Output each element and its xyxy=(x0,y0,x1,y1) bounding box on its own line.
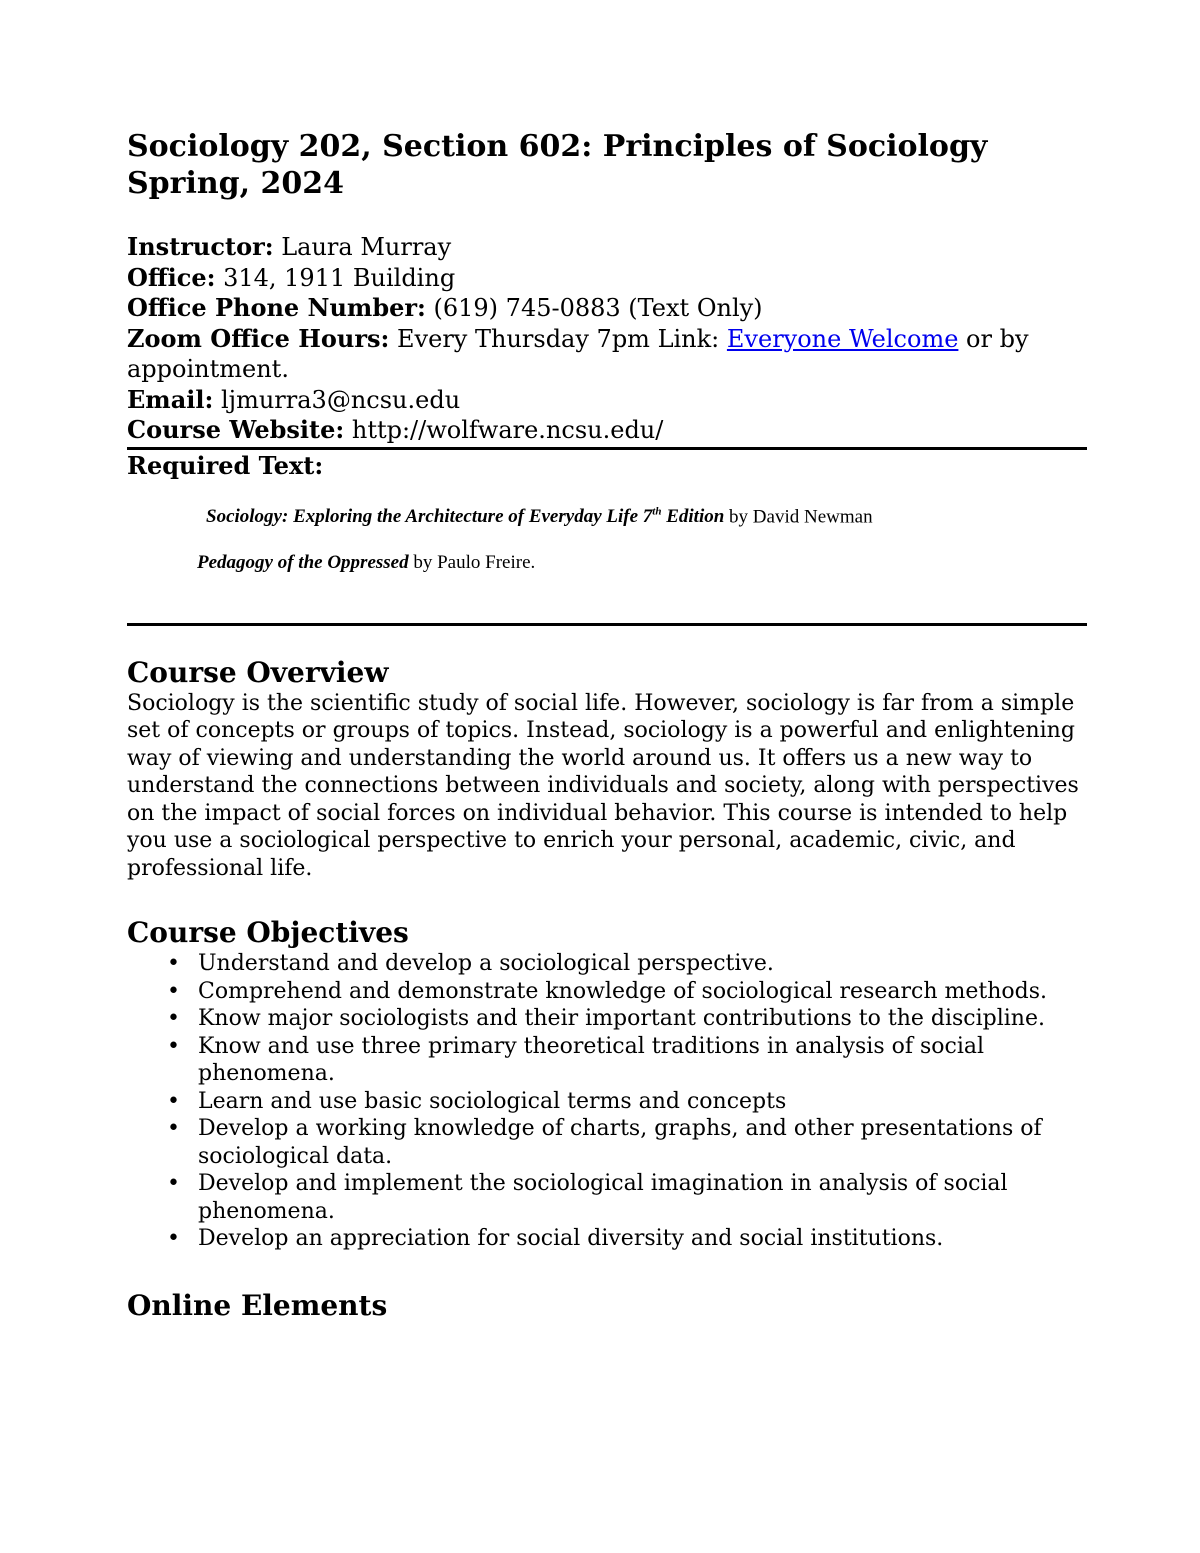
office-row xyxy=(127,263,1087,294)
bullet-icon: • xyxy=(167,1226,180,1252)
bullet-icon: • xyxy=(167,951,180,977)
instructor-row xyxy=(127,232,1087,263)
zoom-row xyxy=(127,324,1087,385)
bullet-icon: • xyxy=(167,1116,180,1142)
zoom-after: or by appointment. xyxy=(127,324,1029,383)
phone-row xyxy=(127,293,1087,324)
email-label: Email: xyxy=(127,384,214,414)
phone-value: (619) 745-0883 (Text Only) xyxy=(425,294,763,322)
book-freire-title: Pedagogy of the Oppressed xyxy=(197,551,409,573)
instructor-value: Laura Murray xyxy=(273,233,452,261)
zoom-label: Zoom Office Hours: xyxy=(127,323,390,353)
document-title xyxy=(127,128,1087,202)
title-line-1: Sociology 202, Section 602: Principles of Sociology xyxy=(127,129,988,164)
website-row xyxy=(127,415,1087,446)
bullet-icon: • xyxy=(167,978,180,1004)
zoom-link[interactable]: Everyone Welcome xyxy=(726,324,959,353)
online-elements-heading: Online Elements xyxy=(127,1288,388,1322)
instructor-label: Instructor: xyxy=(127,232,274,261)
list-item: • Learn and use basic sociological terms and concepts xyxy=(167,1088,787,1114)
office-label: Office: xyxy=(127,262,216,292)
list-item: • Know and use three primary theoretical traditions in analysis of social phenomena. xyxy=(167,1033,985,1087)
divider-top xyxy=(127,447,1087,450)
book-freire xyxy=(197,552,1087,574)
email-row xyxy=(127,385,1087,416)
zoom-value: Every Thursday 7pm Link: xyxy=(389,324,727,353)
book-newman-title: Sociology: Exploring the Architecture of Everyday Life 7th Edition xyxy=(206,505,725,527)
bullet-icon: • xyxy=(167,1033,180,1059)
book-freire-author: by Paulo Freire. xyxy=(408,551,536,573)
website-label: Course Website: xyxy=(127,415,345,444)
course-overview-heading: Course Overview xyxy=(127,655,389,689)
divider-bottom xyxy=(127,623,1087,626)
syllabus-page xyxy=(127,128,1087,1323)
bullet-icon: • xyxy=(167,1088,180,1114)
list-item: • Understand and develop a sociological perspective. xyxy=(167,951,774,977)
phone-label: Office Phone Number: xyxy=(127,293,426,322)
email-value: ljmurra3@ncsu.edu xyxy=(213,385,461,414)
list-item: • Know major sociologists and their important contributions to the discipline. xyxy=(167,1006,1045,1032)
book-newman xyxy=(206,501,1087,528)
course-objectives-heading: Course Objectives xyxy=(127,916,409,950)
instructor-info xyxy=(127,232,1087,446)
list-item: • Develop a working knowledge of charts, graphs, and other presentations of sociological data. xyxy=(167,1116,1042,1169)
bullet-icon: • xyxy=(167,1006,180,1032)
bullet-icon: • xyxy=(167,1171,180,1197)
list-item: • Comprehend and demonstrate knowledge of sociological research methods. xyxy=(167,978,1048,1004)
website-value: http://wolfware.ncsu.edu/ xyxy=(344,416,664,444)
objectives-list xyxy=(127,950,1087,1253)
list-item: • Develop an appreciation for social diversity and social institutions. xyxy=(167,1226,944,1252)
course-overview-text: Sociology is the scientific study of social life. However, sociology is far from a simple set of concepts or groups of topics. Instead, sociology is a powerful and enlightening way of viewing and understanding the world around us. It offers us a new way to understand the connections between individuals and society, along with perspectives on the impact of social forces on individual behavior. This course is intended to help you use a sociological perspective to enrich your personal, academic, civic, and professional life. xyxy=(127,690,1079,881)
list-item: • Develop and implement the sociological imagination in analysis of social phenomena. xyxy=(167,1171,1008,1224)
required-text-label: Required Text: xyxy=(127,450,324,480)
title-line-2: Spring, 2024 xyxy=(127,166,345,201)
book-newman-author: by David Newman xyxy=(724,505,873,527)
office-value: 314, 1911 Building xyxy=(215,263,456,292)
